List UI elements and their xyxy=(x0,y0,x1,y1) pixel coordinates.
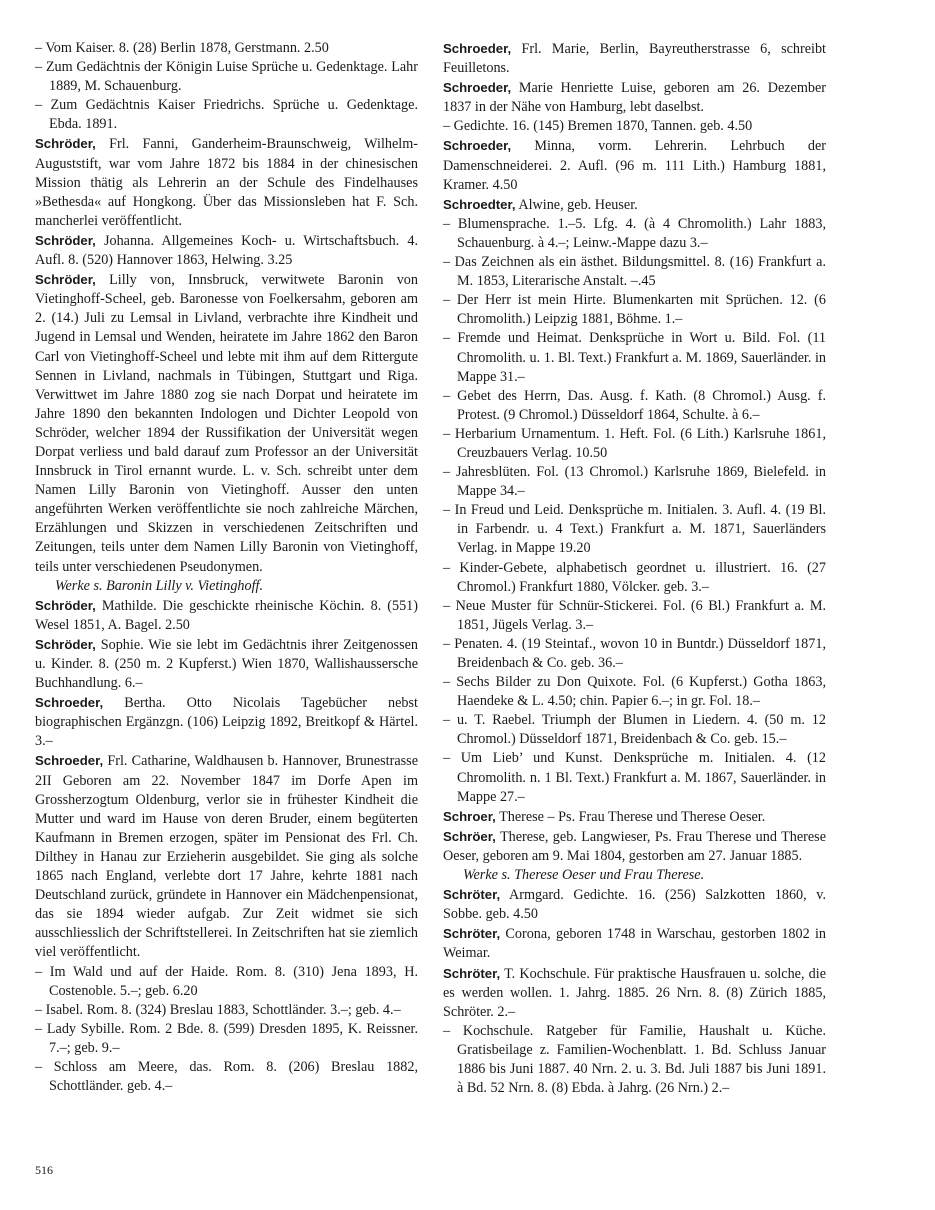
bibliography-entry xyxy=(443,195,826,215)
work-item: – Fremde und Heimat. Denksprüche in Wort u. Bild. Fol. (11 Chromolith. u. 1. Bl. Text.) Frankfurt a. M. 1869, Sauerländer. in Mappe 31.– xyxy=(443,330,826,385)
work-item: – Kochschule. Ratgeber für Familie, Haushalt u. Küche. Gratisbeilage z. Familien-Wochenblatt. 1. Bd. Schluss Januar 1886 bis Juni 1887. 40 Nrn. 2. u. 3. Bd. Juli 1887 bis Juni 1891. à Bd. 52 Nrn. 8. (8) Ebda. à Jahrg. (26 Nrn.) 2.– xyxy=(443,1022,826,1097)
entry-headword: Schröter, xyxy=(443,887,501,903)
entry-text: Marie Henriette Luise, geboren am 26. Dezember 1837 in der Nähe von Hamburg, lebt daselbst. xyxy=(443,80,826,116)
bibliography-entry xyxy=(35,596,418,635)
work-item: – Um Lieb’ und Kunst. Denksprüche m. Initialen. 4. (12 Chromolith. n. 1 Bl. Text.) Frankfurt a. M. 1867, Sauerländer. in Mappe 27.– xyxy=(443,750,826,805)
entry-headword: Schroedter, xyxy=(443,196,516,212)
entry-text: T. Kochschule. Für praktische Hausfrauen u. solche, die es werden wollen. 1. Jahrg. 1885. 26 Nrn. 8. (8) Zürich 1885, Schröter. 2.– xyxy=(443,965,826,1020)
entry-text: Mathilde. Die geschickte rheinische Köchin. 8. (551) Wesel 1851, A. Bagel. 2.50 xyxy=(35,597,418,633)
entry-headword: Schröer, xyxy=(443,828,496,844)
entry-text: Minna, vorm. Lehrerin. Lehrbuch der Damenschneiderei. 2. Aufl. (96 m. 111 Lith.) Hamburg 1881, Kramer. 4.50 xyxy=(443,138,826,193)
cross-reference: Werke s. Therese Oeser und Frau Therese. xyxy=(463,867,705,884)
entry-text: Alwine, geb. Heuser. xyxy=(515,196,638,213)
bibliography-entry xyxy=(35,231,418,270)
work-item: – Sechs Bilder zu Don Quixote. Fol. (6 Kupferst.) Gotha 1863, Haendeke & L. 4.50; chin. Papier 6.–; in gr. Fol. 18.– xyxy=(443,674,826,710)
entry-text: Frl. Marie, Berlin, Bayreutherstrasse 6, schreibt Feuilletons. xyxy=(443,41,826,77)
entry-text: Therese, geb. Langwieser, Ps. Frau Therese und Therese Oeser, geboren am 9. Mai 1804, gestorben am 27. Januar 1885. xyxy=(443,828,826,864)
bibliography-entry xyxy=(35,693,418,751)
entry-text: Frl. Fanni, Ganderheim-Braunschweig, Wilhelm-Auguststift, war vom Jahre 1872 bis 1884 in der chinesischen Mission thätig als Lehrerin an der Schule des Findelhauses »Bethesda« auf Hongkong. Über das Missionsleben hat F. Sch. mancherlei veröffentlicht. xyxy=(35,136,418,229)
entry-headword: Schroeder, xyxy=(35,695,104,711)
work-item: – Gedichte. 16. (145) Bremen 1870, Tannen. geb. 4.50 xyxy=(443,118,753,135)
work-item: – Der Herr ist mein Hirte. Blumenkarten mit Sprüchen. 12. (6 Chromolith.) Leipzig 1881, Böhme. 1.– xyxy=(443,292,826,328)
entry-headword: Schröder, xyxy=(35,636,96,652)
cross-reference: Werke s. Baronin Lilly v. Vietinghoff. xyxy=(55,577,264,594)
entry-headword: Schroeder, xyxy=(35,753,104,769)
work-item: – Herbarium Urnamentum. 1. Heft. Fol. (6 Lith.) Karlsruhe 1861, Creuzbauers Verlag. 10.50 xyxy=(443,425,826,461)
left-column xyxy=(35,39,418,1096)
work-item: – u. T. Raebel. Triumph der Blumen in Liedern. 4. (50 m. 12 Chromol.) Düsseldorf 1871, Breidenbach & Co. geb. 15.– xyxy=(443,712,826,748)
entry-headword: Schröder, xyxy=(35,232,96,248)
bibliography-entry xyxy=(443,136,826,194)
entry-text: Bertha. Otto Nicolais Tagebücher nebst biographischen Ergänzgn. (106) Leipzig 1892, Breitkopf & Härtel. 3.– xyxy=(35,695,418,750)
work-item: – Neue Muster für Schnür-Stickerei. Fol. (6 Bl.) Frankfurt a. M. 1851, Jügels Verlag. 3.– xyxy=(443,597,826,633)
bibliography-entry xyxy=(443,78,826,117)
entry-text: Johanna. Allgemeines Koch- u. Wirtschaftsbuch. 4. Aufl. 8. (520) Hannover 1863, Helwing. 3.25 xyxy=(35,232,418,269)
entry-headword: Schröder, xyxy=(35,597,96,613)
entry-headword: Schröter, xyxy=(443,965,501,981)
work-item: – Vom Kaiser. 8. (28) Berlin 1878, Gerstmann. 2.50 xyxy=(35,40,329,56)
work-item: – Kinder-Gebete, alphabetisch geordnet u. illustriert. 16. (27 Chromol.) Frankfurt 1880, Völcker. geb. 3.– xyxy=(443,559,826,595)
work-item: – Das Zeichnen als ein ästhet. Bildungsmittel. 8. (16) Frankfurt a. M. 1853, Literarische Anstalt. –.45 xyxy=(443,254,826,290)
entry-headword: Schroer, xyxy=(443,808,496,824)
bibliography-entry xyxy=(443,924,826,963)
bibliography-entry xyxy=(443,39,826,78)
work-item: – Gebet des Herrn, Das. Ausg. f. Kath. (8 Chromol.) Ausg. f. Protest. (9 Chromol.) Düsseldorf 1864, Schulte. à 6.– xyxy=(443,387,826,423)
bibliography-entry xyxy=(443,964,826,1022)
bibliography-entry xyxy=(35,270,418,577)
page-number: 516 xyxy=(35,1163,53,1177)
right-column xyxy=(443,39,826,1098)
entry-text: Frl. Catharine, Waldhausen b. Hannover, Brunestrasse 2II Geboren am 22. November 1847 im Dorfe Apen im Grossherzogtum Oldenburg, verlor sie in frühester Kindheit die Mutter und ward im Hause von deren Bruder, einem begüterten Kaufmann in Bremen erzogen, später im Pensionat des Frl. Ch. Dilthey in Hanau zur Erzieherin ausgebildet. Sie ging als solche 1865 nach England, verlebte dort 17 Jahre, kehrte 1881 nach Deutschland zurück, gründete in Hannover ein Mädchenpensionat, das sie 1894 wieder aufgab. Zur Zeit widmet sie sich ausschliesslich der Schriftstellerei. In Zeitschriften hat sie ziemlich viel veröffentlicht. xyxy=(35,753,418,961)
entry-text: Sophie. Wie sie lebt im Gedächtnis ihrer Zeitgenossen u. Kinder. 8. (250 m. 2 Kupferst.) Wien 1870, Wallishaussersche Buchhandlung. 6.– xyxy=(35,636,418,692)
entry-headword: Schröter, xyxy=(443,926,501,942)
work-item: – Isabel. Rom. 8. (324) Breslau 1883, Schottländer. 3.–; geb. 4.– xyxy=(35,1001,401,1018)
entry-headword: Schroeder, xyxy=(443,80,512,96)
work-item: – Zum Gedächtnis der Königin Luise Sprüche u. Gedenktage. Lahr 1889, M. Schauenburg. xyxy=(35,59,418,95)
work-item: – In Freud und Leid. Denksprüche m. Initialen. 3. Aufl. 4. (19 Bl. in Farbendr. u. 4 Text.) Frankfurt a. M. 1871, Sauerländers Verlag. in Mappe 19.20 xyxy=(443,502,826,557)
bibliography-entry xyxy=(443,885,826,924)
entry-text: Corona, geboren 1748 in Warschau, gestorben 1802 in Weimar. xyxy=(443,926,826,962)
entry-headword: Schröder, xyxy=(35,136,96,152)
bibliography-entry xyxy=(35,134,418,230)
work-item: – Jahresblüten. Fol. (13 Chromol.) Karlsruhe 1869, Bielefeld. in Mappe 34.– xyxy=(443,464,826,500)
work-item: – Lady Sybille. Rom. 2 Bde. 8. (599) Dresden 1895, K. Reissner. 7.–; geb. 9.– xyxy=(35,1020,418,1056)
document-page xyxy=(35,39,829,1199)
work-item: – Schloss am Meere, das. Rom. 8. (206) Breslau 1882, Schottländer. geb. 4.– xyxy=(35,1058,418,1095)
work-item: – Blumensprache. 1.–5. Lfg. 4. (à 4 Chromolith.) Lahr 1883, Schauenburg. à 4.–; Leinw.-Mappe dazu 3.– xyxy=(443,215,826,251)
bibliography-entry xyxy=(443,827,826,866)
work-item: – Im Wald und auf der Haide. Rom. 8. (310) Jena 1893, H. Costenoble. 5.–; geb. 6.20 xyxy=(35,963,418,999)
work-item: – Penaten. 4. (19 Steintaf., wovon 10 in Buntdr.) Düsseldorf 1871, Breidenbach & Co. geb. 36.– xyxy=(443,635,826,671)
entry-headword: Schroeder, xyxy=(443,138,512,154)
entry-text: Armgard. Gedichte. 16. (256) Salzkotten 1860, v. Sobbe. geb. 4.50 xyxy=(443,887,826,923)
entry-text: Lilly von, Innsbruck, verwitwete Baronin von Vietinghoff-Scheel, geb. Baronesse von Foelkersahm, geboren am 2. (14.) Juli zu Lemsal in Livland, verbrachte ihre Kindheit und Jugend in Lemsal und Wenden, heiratete im Jahre 1862 den Baron Carl von Vietinghoff-Scheel und lebte mit ihm auf dem Rittergute Sennen in Livland, nachmals in Tübingen, Stuttgart und Riga. Verwittwet im Jahre 1880 zog sie nach Dorpat und heiratete im Jahre 1890 den bekannten Indologen und Dichter Leopold von Schröder, welcher 1894 der Russifikation der Universität wegen Dorpat verliess und bald darauf zum Professor an der Universität Innsbruck in Tirol ernannt wurde. L. v. Sch. schreibt unter dem Namen Lilly Baronin von Vietinghoff. Ausser den unten angeführten Werken veröffentlichte sie noch zahlreiche Märchen, Erzählungen und Skizzen in verschiedenen Zeitschriften und Zeitungen, teils unter dem Namen Lilly Baronin von Vietinghoff, teils unter verschiedenen Pseudonymen. xyxy=(35,272,418,575)
bibliography-entry xyxy=(35,751,418,962)
entry-headword: Schröder, xyxy=(35,272,96,288)
entry-text: Therese – Ps. Frau Therese und Therese Oeser. xyxy=(495,808,766,825)
work-item: – Zum Gedächtnis Kaiser Friedrichs. Sprüche u. Gedenktage. Ebda. 1891. xyxy=(35,97,418,133)
bibliography-entry xyxy=(443,807,826,827)
entry-headword: Schroeder, xyxy=(443,41,512,56)
bibliography-entry xyxy=(35,635,418,693)
